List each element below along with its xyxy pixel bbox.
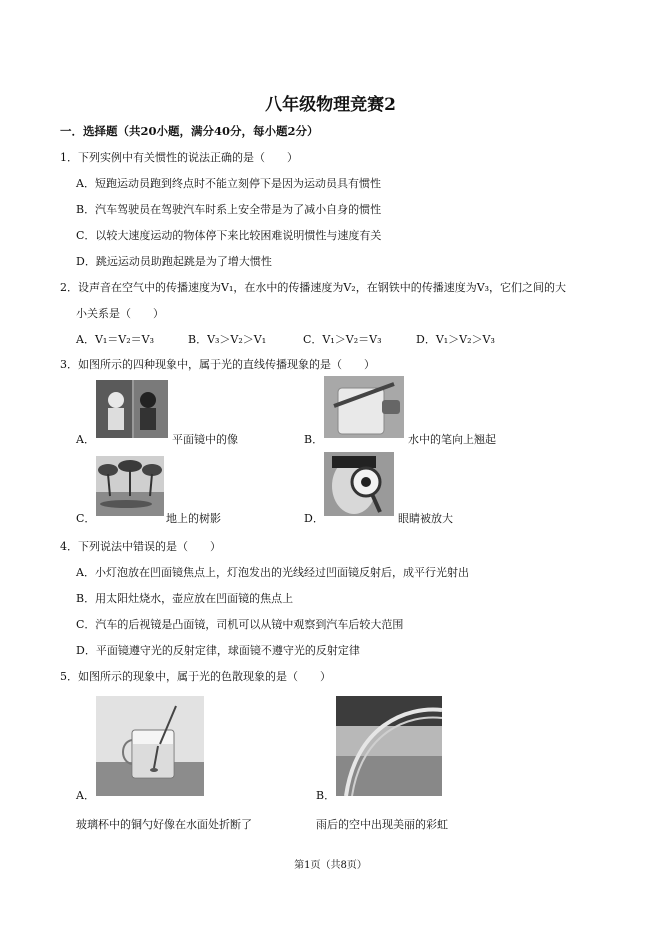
q1-option-a: A．短跑运动员跑到终点时不能立刻停下是因为运动员具有惯性	[76, 177, 381, 190]
mirror-reflection-image	[96, 380, 168, 438]
question-3-stem: 3．如图所示的四种现象中，属于光的直线传播现象的是（ ）	[60, 358, 375, 371]
page-footer: 第1页（共8页）	[294, 860, 367, 871]
q3-option-a-letter: A．	[76, 433, 95, 446]
q4-option-c: C．汽车的后视镜是凸面镜，司机可以从镜中观察到汽车后较大范围	[76, 618, 404, 631]
q3-option-d-letter: D．	[304, 512, 324, 525]
q3-option-b-letter: B．	[304, 433, 324, 446]
q2-option-c: C．V₁＞V₂＝V₃	[303, 333, 382, 346]
question-5-stem: 5．如图所示的现象中，属于光的色散现象的是（ ）	[60, 670, 331, 683]
question-2-stem: 2．设声音在空气中的传播速度为V₁，在水中的传播速度为V₂，在钢铁中的传播速度为V₃，它们之间的大	[60, 281, 567, 294]
q5-option-b-letter: B．	[316, 789, 336, 802]
q4-option-d: D．平面镜遵守光的反射定律，球面镜不遵守光的反射定律	[76, 644, 360, 657]
question-4-stem: 4．下列说法中错误的是（ ）	[60, 540, 221, 553]
q3-option-c-caption: 地上的树影	[166, 512, 221, 525]
q5-option-a-caption: 玻璃杯中的铜勺好像在水面处折断了	[76, 818, 252, 831]
q2-option-a: A．V₁＝V₂＝V₃	[76, 333, 155, 346]
q3-option-b-caption: 水中的笔向上翘起	[408, 433, 496, 446]
q3-option-a-caption: 平面镜中的像	[172, 433, 238, 446]
q4-option-b: B．用太阳灶烧水，壶应放在凹面镜的焦点上	[76, 592, 294, 605]
q1-option-b: B．汽车驾驶员在驾驶汽车时系上安全带是为了减小自身的惯性	[76, 203, 382, 216]
pencil-in-water-image	[324, 376, 404, 438]
glass-spoon-image	[96, 696, 204, 796]
q2-option-b: B．V₃＞V₂＞V₁	[188, 333, 267, 346]
q1-option-c: C．以较大速度运动的物体停下来比较困难说明惯性与速度有关	[76, 229, 382, 242]
question-2-stem-cont: 小关系是（ ）	[76, 307, 164, 320]
q4-option-a: A．小灯泡放在凹面镜焦点上，灯泡发出的光线经过凹面镜反射后，成平行光射出	[76, 566, 469, 579]
q2-option-d: D．V₁＞V₂＞V₃	[416, 333, 495, 346]
rainbow-image	[336, 696, 442, 796]
q3-option-d-caption: 眼睛被放大	[398, 512, 453, 525]
q1-option-d: D．跳远运动员助跑起跳是为了增大惯性	[76, 255, 272, 268]
section-heading: 一．选择题（共20小题，满分40分，每小题2分）	[60, 124, 319, 138]
question-1-stem: 1．下列实例中有关惯性的说法正确的是（ ）	[60, 151, 298, 164]
magnifier-eye-image	[324, 452, 394, 516]
tree-shadow-image	[96, 456, 164, 516]
page-title: 八年级物理竞赛2	[265, 95, 396, 115]
q5-option-b-caption: 雨后的空中出现美丽的彩虹	[316, 818, 448, 831]
q3-option-c-letter: C．	[76, 512, 96, 525]
q5-option-a-letter: A．	[76, 789, 95, 802]
